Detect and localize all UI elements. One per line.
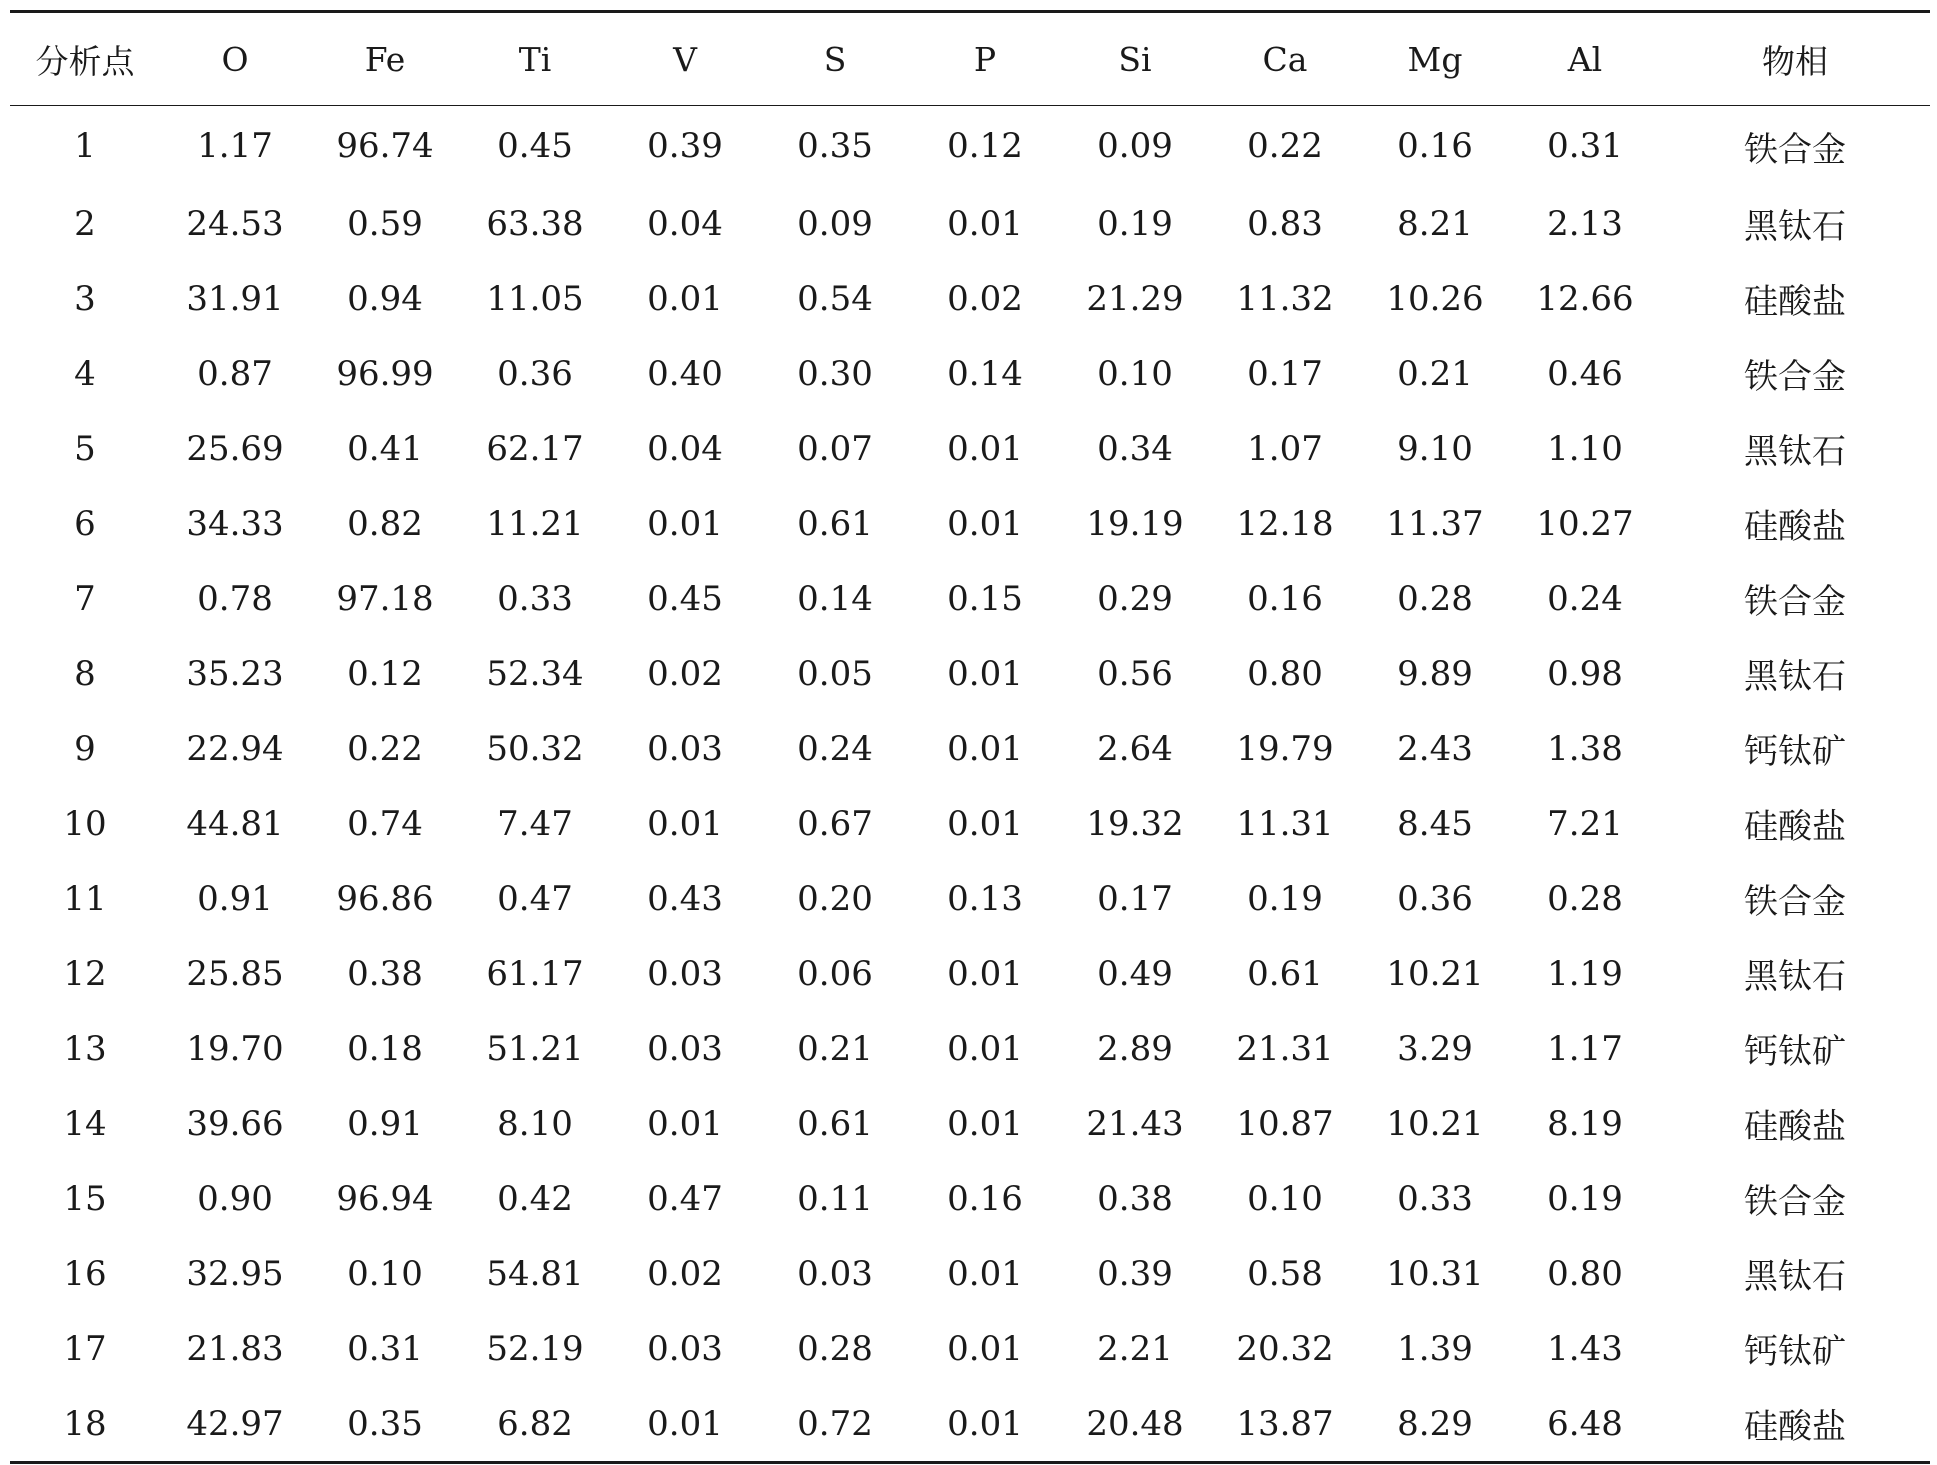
cell-ca: 0.61 [1247,953,1323,994]
cell-point: 10 [63,803,107,844]
cell-point: 5 [74,428,96,469]
cell-o: 22.94 [186,728,284,769]
cell-mg: 0.21 [1397,353,1473,394]
header-fe: Fe [364,39,406,79]
cell-p: 0.13 [947,878,1023,919]
cell-al: 10.27 [1536,503,1634,544]
table-row [10,936,1930,1011]
cell-point: 12 [63,953,107,994]
cell-o: 39.66 [186,1103,284,1144]
cell-phase: 铁合金 [1744,1182,1846,1222]
cell-ti: 11.05 [486,278,584,319]
cell-s: 0.11 [797,1178,873,1219]
cell-phase: 硅酸盐 [1744,282,1846,322]
cell-ca: 11.31 [1236,803,1334,844]
cell-s: 0.21 [797,1028,873,1069]
cell-al: 0.46 [1547,353,1623,394]
cell-point: 1 [74,126,96,166]
cell-v: 0.01 [647,1403,723,1444]
cell-mg: 3.29 [1397,1028,1473,1069]
cell-mg: 10.21 [1386,1103,1484,1144]
cell-s: 0.24 [797,728,873,769]
cell-phase: 黑钛石 [1744,207,1846,247]
cell-o: 32.95 [186,1253,284,1294]
cell-p: 0.01 [947,803,1023,844]
cell-ca: 0.58 [1247,1253,1323,1294]
cell-o: 0.87 [197,353,273,394]
cell-mg: 0.33 [1397,1178,1473,1219]
cell-fe: 0.12 [347,653,423,694]
cell-fe: 0.31 [347,1328,423,1369]
cell-s: 0.61 [797,503,873,544]
cell-o: 44.81 [186,803,284,844]
cell-s: 0.28 [797,1328,873,1369]
cell-fe: 96.86 [336,878,434,919]
cell-o: 35.23 [186,653,284,694]
cell-p: 0.16 [947,1178,1023,1219]
cell-v: 0.40 [647,353,723,394]
cell-s: 0.67 [797,803,873,844]
cell-o: 34.33 [186,503,284,544]
cell-al: 0.80 [1547,1253,1623,1294]
cell-ca: 21.31 [1236,1028,1334,1069]
cell-v: 0.03 [647,1028,723,1069]
cell-fe: 0.10 [347,1253,423,1294]
cell-ti: 0.33 [497,578,573,619]
cell-mg: 8.21 [1397,203,1473,244]
table-row [10,561,1930,636]
header-p: P [973,39,997,79]
cell-ti: 52.34 [486,653,584,694]
cell-mg: 11.37 [1386,503,1484,544]
cell-phase: 黑钛石 [1744,1257,1846,1297]
cell-si: 0.19 [1097,203,1173,244]
cell-phase: 钙钛矿 [1744,1332,1846,1372]
cell-mg: 8.45 [1397,803,1473,844]
cell-al: 1.38 [1547,728,1623,769]
cell-point: 14 [63,1103,107,1144]
cell-ca: 10.87 [1236,1103,1334,1144]
cell-al: 0.19 [1547,1178,1623,1219]
cell-o: 19.70 [186,1028,284,1069]
table-row [10,1086,1930,1161]
cell-ti: 8.10 [497,1103,573,1144]
cell-ti: 6.82 [497,1403,573,1444]
header-o: O [221,39,249,79]
cell-phase: 铁合金 [1744,357,1846,397]
cell-p: 0.02 [947,278,1023,319]
cell-si: 21.29 [1086,278,1184,319]
cell-ca: 13.87 [1236,1403,1334,1444]
cell-si: 19.19 [1086,503,1184,544]
cell-v: 0.45 [647,578,723,619]
cell-phase: 铁合金 [1744,882,1846,922]
cell-fe: 0.74 [347,803,423,844]
cell-si: 0.09 [1097,126,1173,166]
cell-mg: 1.39 [1397,1328,1473,1369]
cell-point: 3 [74,278,96,319]
cell-p: 0.01 [947,1403,1023,1444]
table-header-row [10,12,1930,106]
cell-al: 8.19 [1547,1103,1623,1144]
cell-p: 0.01 [947,953,1023,994]
cell-ca: 12.18 [1236,503,1334,544]
cell-si: 20.48 [1086,1403,1184,1444]
cell-fe: 96.99 [336,353,434,394]
cell-mg: 8.29 [1397,1403,1473,1444]
cell-s: 0.06 [797,953,873,994]
table-row [10,861,1930,936]
cell-point: 2 [74,203,96,244]
cell-phase: 硅酸盐 [1744,807,1846,847]
cell-ca: 0.22 [1247,126,1323,166]
cell-ti: 0.42 [497,1178,573,1219]
cell-ca: 0.83 [1247,203,1323,244]
cell-o: 42.97 [186,1403,284,1444]
cell-al: 7.21 [1547,803,1623,844]
cell-v: 0.01 [647,803,723,844]
cell-al: 1.43 [1547,1328,1623,1369]
cell-fe: 0.59 [347,203,423,244]
cell-fe: 96.74 [336,126,434,166]
cell-v: 0.02 [647,653,723,694]
table-row [10,411,1930,486]
cell-mg: 10.26 [1386,278,1484,319]
cell-ca: 0.10 [1247,1178,1323,1219]
cell-s: 0.72 [797,1403,873,1444]
cell-o: 21.83 [186,1328,284,1369]
cell-p: 0.14 [947,353,1023,394]
cell-p: 0.01 [947,503,1023,544]
cell-v: 0.03 [647,1328,723,1369]
cell-al: 1.10 [1547,428,1623,469]
cell-phase: 硅酸盐 [1744,507,1846,547]
cell-v: 0.47 [647,1178,723,1219]
cell-point: 9 [74,728,96,769]
cell-mg: 0.36 [1397,878,1473,919]
cell-ca: 20.32 [1236,1328,1334,1369]
cell-o: 24.53 [186,203,284,244]
table-row [10,261,1930,336]
cell-p: 0.01 [947,1103,1023,1144]
cell-al: 12.66 [1536,278,1634,319]
cell-si: 0.39 [1097,1253,1173,1294]
cell-o: 1.17 [197,126,273,166]
cell-si: 2.21 [1097,1328,1173,1369]
cell-fe: 0.41 [347,428,423,469]
cell-si: 0.17 [1097,878,1173,919]
cell-p: 0.15 [947,578,1023,619]
cell-ti: 61.17 [486,953,584,994]
cell-mg: 9.10 [1397,428,1473,469]
cell-s: 0.03 [797,1253,873,1294]
cell-ti: 0.36 [497,353,573,394]
table-row [10,186,1930,261]
header-v: V [673,39,697,79]
cell-si: 19.32 [1086,803,1184,844]
cell-v: 0.04 [647,428,723,469]
cell-ti: 62.17 [486,428,584,469]
cell-phase: 钙钛矿 [1744,1032,1846,1072]
cell-ca: 19.79 [1236,728,1334,769]
cell-fe: 0.91 [347,1103,423,1144]
cell-point: 18 [63,1403,107,1444]
cell-phase: 黑钛石 [1744,432,1846,472]
cell-v: 0.01 [647,503,723,544]
cell-point: 4 [74,353,96,394]
table-row [10,1161,1930,1236]
cell-fe: 0.94 [347,278,423,319]
cell-al: 2.13 [1547,203,1623,244]
cell-phase: 黑钛石 [1744,657,1846,697]
cell-si: 0.29 [1097,578,1173,619]
cell-v: 0.01 [647,1103,723,1144]
cell-ti: 54.81 [486,1253,584,1294]
cell-si: 0.49 [1097,953,1173,994]
table-row [10,636,1930,711]
cell-al: 0.24 [1547,578,1623,619]
cell-si: 0.56 [1097,653,1173,694]
cell-v: 0.39 [647,126,723,166]
table-body [10,106,1930,1463]
cell-o: 25.85 [186,953,284,994]
cell-o: 0.78 [197,578,273,619]
cell-fe: 96.94 [336,1178,434,1219]
cell-fe: 0.18 [347,1028,423,1069]
header-ca: Ca [1262,39,1308,79]
cell-fe: 0.82 [347,503,423,544]
cell-p: 0.01 [947,1253,1023,1294]
table-row [10,1311,1930,1386]
cell-ca: 1.07 [1247,428,1323,469]
cell-o: 0.91 [197,878,273,919]
cell-point: 13 [63,1028,107,1069]
cell-mg: 9.89 [1397,653,1473,694]
cell-ti: 0.47 [497,878,573,919]
table-row [10,336,1930,411]
cell-fe: 0.22 [347,728,423,769]
cell-point: 7 [74,578,96,619]
cell-v: 0.01 [647,278,723,319]
header-al: Al [1567,39,1603,79]
cell-phase: 铁合金 [1744,129,1846,170]
composition-table [10,10,1930,1464]
cell-ca: 0.16 [1247,578,1323,619]
cell-s: 0.20 [797,878,873,919]
cell-point: 11 [63,878,107,919]
cell-si: 2.64 [1097,728,1173,769]
cell-v: 0.02 [647,1253,723,1294]
cell-ca: 0.19 [1247,878,1323,919]
composition-table-container [10,10,1930,1464]
cell-ti: 51.21 [486,1028,584,1069]
cell-o: 25.69 [186,428,284,469]
cell-phase: 黑钛石 [1744,957,1846,997]
cell-al: 1.17 [1547,1028,1623,1069]
cell-p: 0.01 [947,1028,1023,1069]
table-row [10,711,1930,786]
cell-p: 0.01 [947,203,1023,244]
table-row [10,106,1930,187]
header-analysis-point: 分析点 [35,41,135,81]
cell-point: 17 [63,1328,107,1369]
cell-point: 8 [74,653,96,694]
cell-ti: 50.32 [486,728,584,769]
cell-v: 0.43 [647,878,723,919]
cell-al: 0.28 [1547,878,1623,919]
cell-point: 16 [63,1253,107,1294]
cell-si: 0.38 [1097,1178,1173,1219]
cell-ca: 0.80 [1247,653,1323,694]
cell-fe: 0.35 [347,1403,423,1444]
cell-ca: 0.17 [1247,353,1323,394]
cell-s: 0.07 [797,428,873,469]
cell-mg: 10.31 [1386,1253,1484,1294]
header-si: Si [1118,39,1152,79]
header-phase: 物相 [1762,41,1828,81]
cell-si: 0.10 [1097,353,1173,394]
cell-s: 0.09 [797,203,873,244]
cell-ti: 11.21 [486,503,584,544]
cell-o: 0.90 [197,1178,273,1219]
cell-v: 0.03 [647,953,723,994]
cell-point: 15 [63,1178,107,1219]
header-mg: Mg [1407,39,1463,79]
cell-si: 21.43 [1086,1103,1184,1144]
cell-fe: 0.38 [347,953,423,994]
cell-s: 0.14 [797,578,873,619]
table-row [10,786,1930,861]
cell-al: 0.31 [1547,126,1623,166]
cell-mg: 0.28 [1397,578,1473,619]
cell-mg: 0.16 [1397,126,1473,166]
cell-ti: 7.47 [497,803,573,844]
cell-phase: 铁合金 [1744,582,1846,622]
cell-ti: 63.38 [486,203,584,244]
cell-p: 0.01 [947,728,1023,769]
cell-ti: 0.45 [497,126,573,166]
cell-phase: 硅酸盐 [1744,1107,1846,1147]
cell-al: 6.48 [1547,1403,1623,1444]
table-row [10,1386,1930,1463]
cell-v: 0.03 [647,728,723,769]
header-s: S [823,39,847,79]
cell-p: 0.01 [947,428,1023,469]
cell-si: 2.89 [1097,1028,1173,1069]
cell-mg: 10.21 [1386,953,1484,994]
table-row [10,1011,1930,1086]
cell-s: 0.05 [797,653,873,694]
cell-al: 1.19 [1547,953,1623,994]
cell-p: 0.01 [947,653,1023,694]
header-ti: Ti [518,39,552,79]
cell-s: 0.54 [797,278,873,319]
cell-ti: 52.19 [486,1328,584,1369]
cell-al: 0.98 [1547,653,1623,694]
cell-point: 6 [74,503,96,544]
table-row [10,1236,1930,1311]
table-row [10,486,1930,561]
cell-phase: 钙钛矿 [1744,732,1846,772]
cell-fe: 97.18 [336,578,434,619]
cell-o: 31.91 [186,278,284,319]
cell-p: 0.01 [947,1328,1023,1369]
cell-s: 0.35 [797,126,873,166]
cell-p: 0.12 [947,126,1023,166]
cell-mg: 2.43 [1397,728,1473,769]
cell-phase: 硅酸盐 [1744,1407,1846,1447]
cell-s: 0.61 [797,1103,873,1144]
cell-v: 0.04 [647,203,723,244]
cell-s: 0.30 [797,353,873,394]
cell-si: 0.34 [1097,428,1173,469]
cell-ca: 11.32 [1236,278,1334,319]
